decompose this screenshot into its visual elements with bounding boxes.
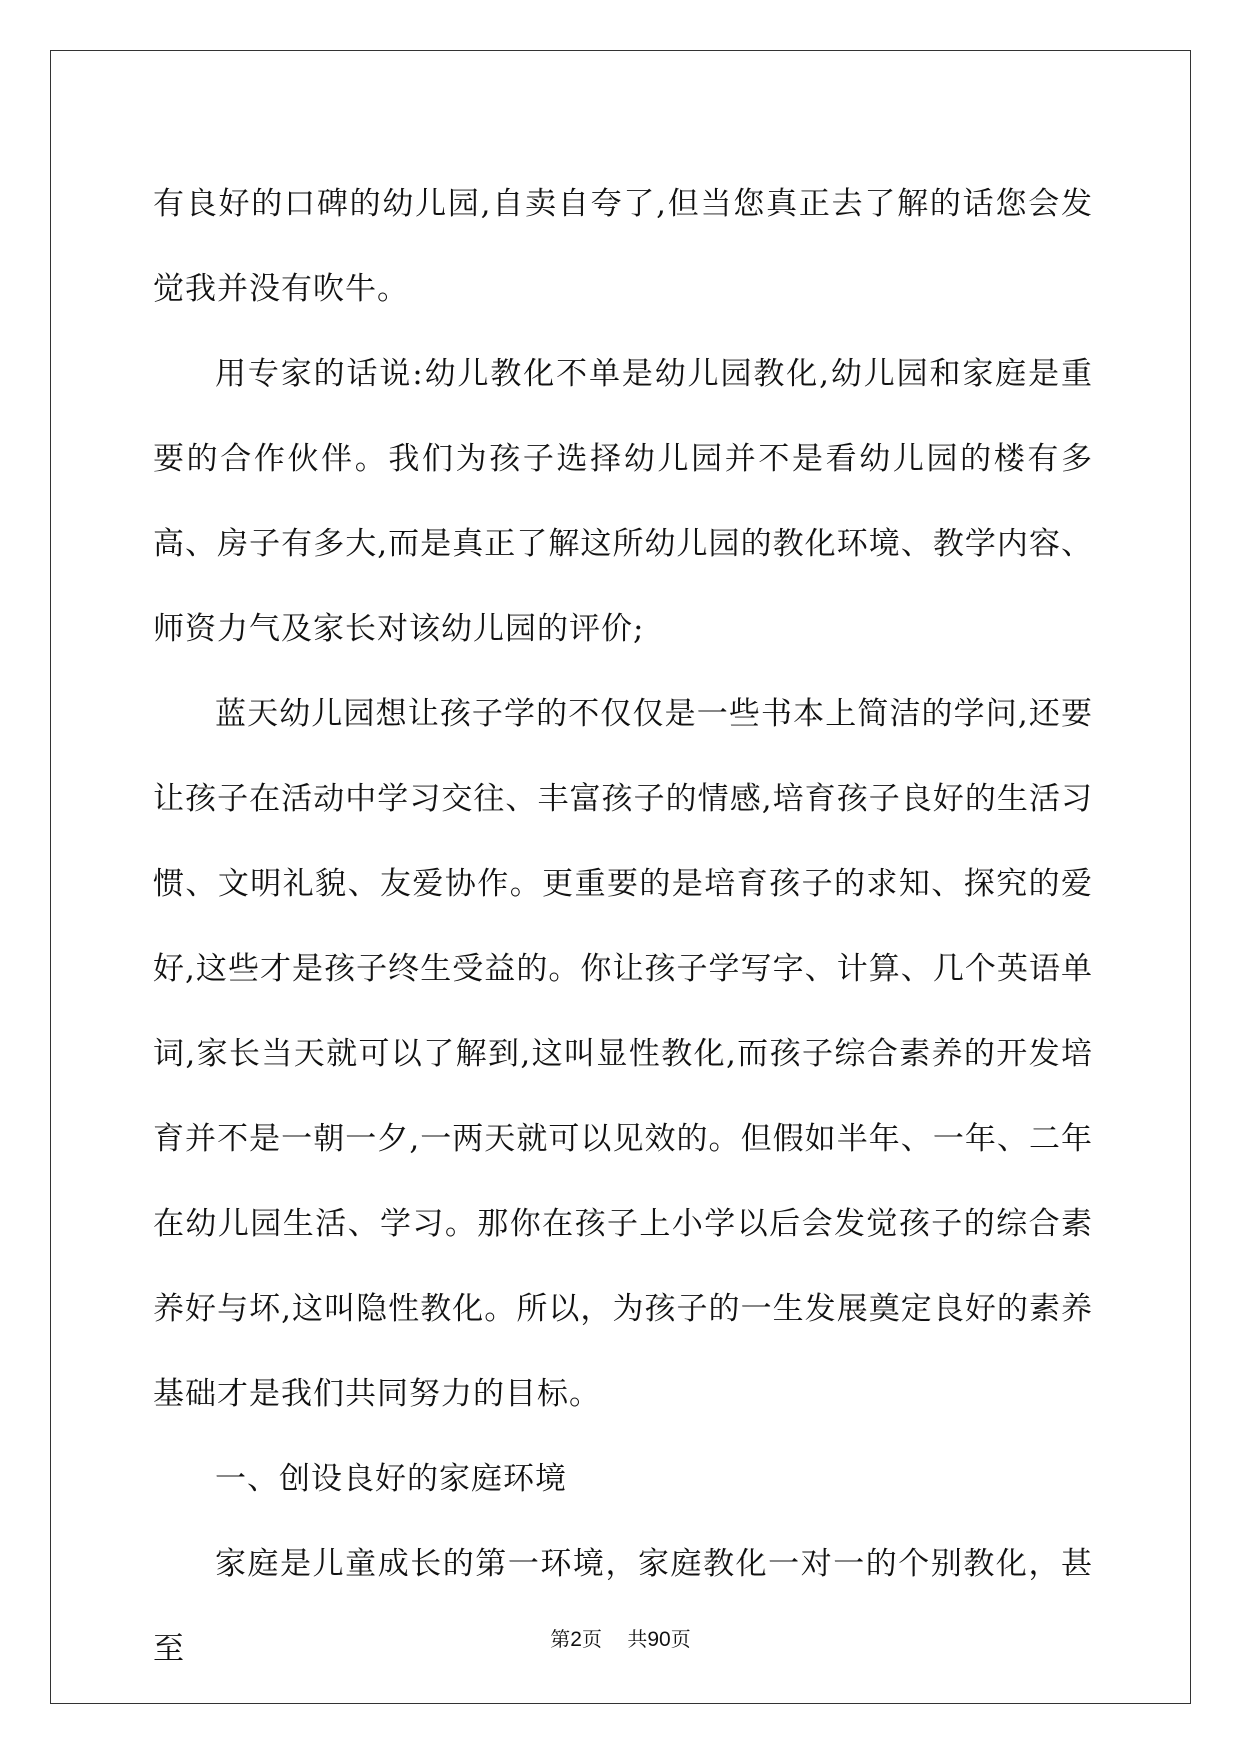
paragraph-2: 用专家的话说:幼儿教化不单是幼儿园教化,幼儿园和家庭是重要的合作伙伴。我们为孩子选择幼儿园并不是看幼儿园的楼有多高、房子有多大,而是真正了解这所幼儿园的教化环境、教学内容、师资力气及家长对该幼儿园的评价; <box>153 356 1093 647</box>
document-body <box>153 162 1093 1692</box>
paragraph-4: 家庭是儿童成长的第一环境，家庭教化一对一的个别教化，甚至 <box>153 1546 1093 1667</box>
current-page-number: 2 <box>570 1628 582 1651</box>
total-suffix: 页 <box>670 1627 691 1651</box>
paragraph-3: 蓝天幼儿园想让孩子学的不仅仅是一些书本上简洁的学问,还要让孩子在活动中学习交往、丰富孩子的情感,培育孩子良好的生活习惯、文明礼貌、友爱协作。更重要的是培育孩子的求知、探究的爱好,这些才是孩子终生受益的。你让孩子学写字、计算、几个英语单词,家长当天就可以了解到,这叫显性教化,而孩子综合素养的开发培育并不是一朝一夕,一两天就可以见效的。但假如半年、一年、二年在幼儿园生活、学习。那你在孩子上小学以后会发觉孩子的综合素养好与坏,这叫隐性教化。所以，为孩子的一生发展奠定良好的素养基础才是我们共同努力的目标。 <box>153 696 1093 1412</box>
page-footer <box>0 1623 1241 1652</box>
section-heading: 一、创设良好的家庭环境 <box>215 1461 567 1497</box>
total-page-count: 90 <box>647 1628 671 1651</box>
page-prefix: 第 <box>550 1627 571 1651</box>
total-prefix: 共 <box>627 1627 648 1651</box>
paragraph-1: 有良好的口碑的幼儿园,自卖自夸了,但当您真正去了解的话您会发觉我并没有吹牛。 <box>153 186 1093 307</box>
page-suffix: 页 <box>581 1627 602 1651</box>
